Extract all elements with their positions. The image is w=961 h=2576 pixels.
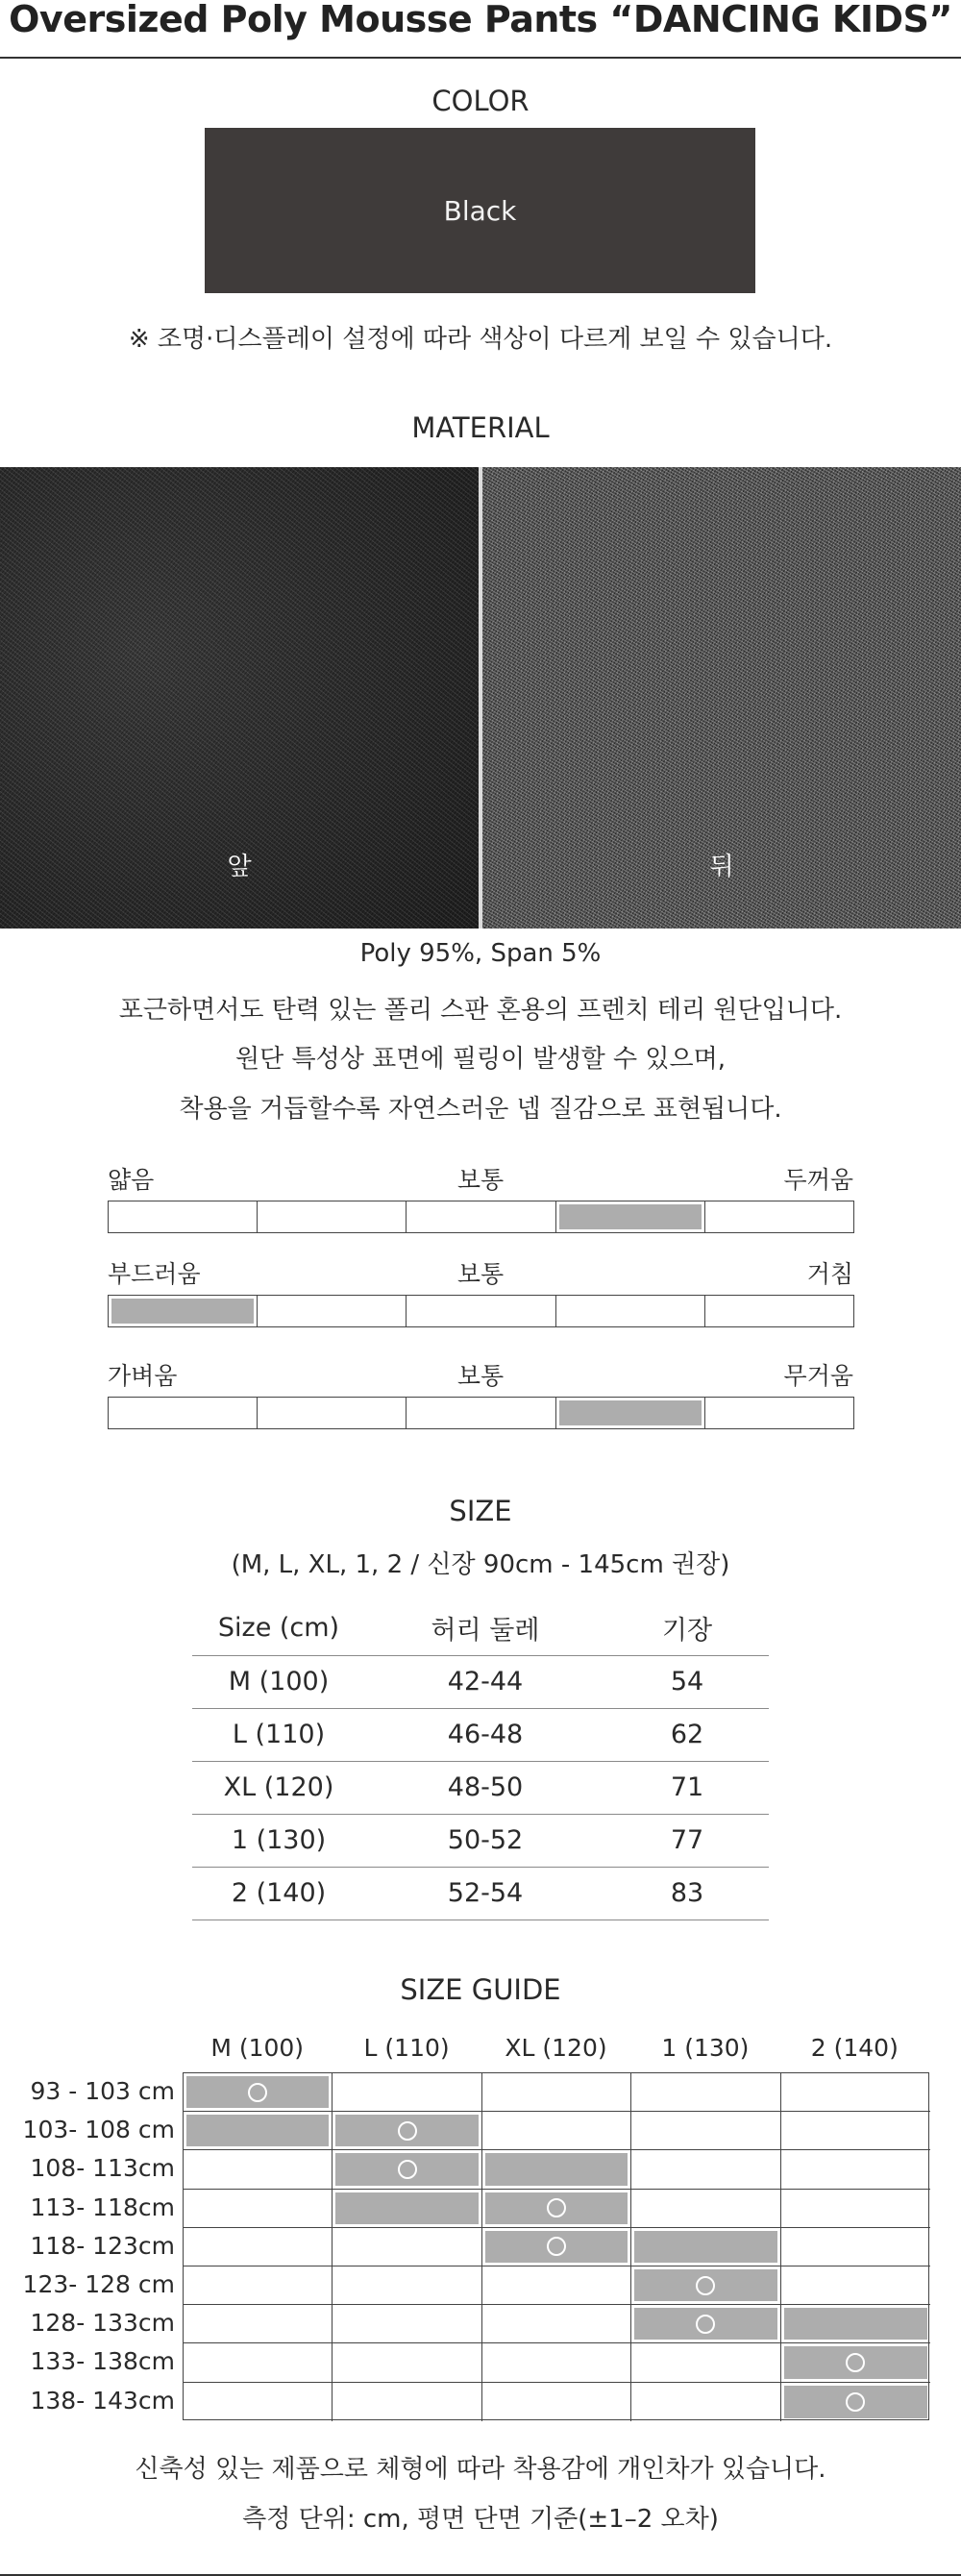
size-guide-cell bbox=[631, 2228, 780, 2266]
size-table bbox=[192, 1600, 769, 1920]
size-guide-column-header: L (110) bbox=[363, 2034, 450, 2062]
recommended-circle-icon bbox=[248, 2083, 267, 2102]
size-guide-cell bbox=[184, 2112, 333, 2150]
size-header-length: 기장 bbox=[605, 1600, 769, 1655]
size-guide-cell bbox=[781, 2266, 930, 2305]
size-guide-column-header: XL (120) bbox=[505, 2034, 607, 2062]
waist-cell: 46-48 bbox=[365, 1708, 605, 1761]
scale-cell bbox=[407, 1296, 555, 1326]
size-cell: XL (120) bbox=[192, 1761, 365, 1814]
size-guide-cell bbox=[781, 2383, 930, 2421]
size-guide-cell bbox=[482, 2228, 631, 2266]
size-guide-cell bbox=[781, 2343, 930, 2382]
size-guide-cell bbox=[482, 2150, 631, 2189]
size-guide-cell bbox=[631, 2305, 780, 2343]
size-guide-cell bbox=[482, 2343, 631, 2382]
size-cell: 1 (130) bbox=[192, 1814, 365, 1867]
material-section-title: MATERIAL bbox=[411, 411, 550, 444]
material-description-line: 착용을 거듭할수록 자연스러운 넵 질감으로 표현됩니다. bbox=[179, 1095, 782, 1124]
recommended-circle-icon bbox=[547, 2198, 566, 2217]
scale-cell bbox=[407, 1398, 555, 1428]
size-guide-cell bbox=[482, 2112, 631, 2150]
title-divider bbox=[0, 57, 961, 59]
table-row bbox=[192, 1761, 769, 1814]
size-guide-column-header: 1 (130) bbox=[661, 2034, 750, 2062]
length-cell: 62 bbox=[605, 1708, 769, 1761]
recommended-circle-icon bbox=[696, 2276, 715, 2295]
size-guide-row-label: 118- 123cm bbox=[30, 2231, 175, 2260]
size-guide-cell bbox=[184, 2305, 333, 2343]
size-guide-cell bbox=[333, 2228, 481, 2266]
size-guide-cell bbox=[184, 2150, 333, 2189]
fabric-back-label: 뒤 bbox=[709, 853, 734, 881]
material-composition: Poly 95%, Span 5% bbox=[359, 939, 602, 968]
material-description-line: 포근하면서도 탄력 있는 폴리 스판 혼용의 프렌치 테리 원단입니다. bbox=[118, 996, 843, 1025]
length-cell: 54 bbox=[605, 1655, 769, 1708]
size-guide-cell bbox=[631, 2190, 780, 2228]
table-row bbox=[192, 1708, 769, 1761]
size-cell: 2 (140) bbox=[192, 1867, 365, 1920]
scale-cell bbox=[258, 1201, 407, 1232]
size-section-title: SIZE bbox=[449, 1495, 512, 1527]
size-guide-cell bbox=[333, 2305, 481, 2343]
scale-cell bbox=[556, 1201, 705, 1232]
fabric-back-photo bbox=[482, 467, 961, 929]
scale-cell bbox=[705, 1398, 853, 1428]
size-guide-cell bbox=[631, 2150, 780, 2189]
size-guide-row-label: 128- 133cm bbox=[30, 2309, 175, 2338]
size-guide-grid bbox=[183, 2072, 929, 2420]
size-guide-cell bbox=[482, 2073, 631, 2112]
size-guide-note: 측정 단위: cm, 평면 단면 기준(±1–2 오차) bbox=[242, 2505, 719, 2534]
scale-right-label: 무거움 bbox=[783, 1362, 853, 1390]
size-guide-cell bbox=[184, 2266, 333, 2305]
size-cell: M (100) bbox=[192, 1655, 365, 1708]
scale-cell bbox=[705, 1296, 853, 1326]
size-guide-row-label: 108- 113cm bbox=[30, 2154, 175, 2183]
fabric-front-photo bbox=[0, 467, 479, 929]
size-guide-cell bbox=[333, 2112, 481, 2150]
fabric-front-label: 앞 bbox=[227, 853, 252, 881]
scale-right-label: 거침 bbox=[806, 1260, 853, 1288]
product-title: Oversized Poly Mousse Pants “DANCING KIDS” bbox=[9, 0, 952, 40]
color-swatch bbox=[205, 128, 755, 293]
scale-cell bbox=[109, 1296, 258, 1326]
size-guide-column-header: 2 (140) bbox=[810, 2034, 899, 2062]
scale-right-label: 두꺼움 bbox=[783, 1166, 853, 1194]
size-guide-cell bbox=[781, 2228, 930, 2266]
size-guide-cell bbox=[631, 2112, 780, 2150]
scale-middle-label: 보통 bbox=[456, 1166, 505, 1194]
material-description-line: 원단 특성상 표면에 필링이 발생할 수 있으며, bbox=[235, 1045, 726, 1074]
size-guide-cell bbox=[184, 2343, 333, 2382]
length-cell: 83 bbox=[605, 1867, 769, 1920]
size-guide-cell bbox=[184, 2190, 333, 2228]
size-guide-cell bbox=[781, 2150, 930, 2189]
table-row bbox=[192, 1655, 769, 1708]
size-guide-cell bbox=[184, 2228, 333, 2266]
size-guide-column-header: M (100) bbox=[210, 2034, 305, 2062]
thickness-scale-bar bbox=[108, 1201, 854, 1233]
recommended-circle-icon bbox=[398, 2160, 417, 2179]
color-section-title: COLOR bbox=[431, 85, 530, 117]
size-guide-cell bbox=[482, 2266, 631, 2305]
size-guide-row-label: 138- 143cm bbox=[30, 2386, 175, 2415]
length-cell: 77 bbox=[605, 1814, 769, 1867]
size-guide-cell bbox=[482, 2305, 631, 2343]
size-guide-row-label: 123- 128 cm bbox=[22, 2270, 175, 2298]
size-guide-cell bbox=[333, 2150, 481, 2189]
size-guide-cell bbox=[631, 2383, 780, 2421]
thickness-scale-labels bbox=[108, 1161, 853, 1194]
scale-middle-label: 보통 bbox=[456, 1260, 505, 1288]
waist-cell: 50-52 bbox=[365, 1814, 605, 1867]
size-guide-cell bbox=[333, 2266, 481, 2305]
size-guide-cell bbox=[184, 2073, 333, 2112]
scale-left-label: 부드러움 bbox=[108, 1260, 201, 1288]
waist-cell: 48-50 bbox=[365, 1761, 605, 1814]
scale-left-label: 가벼움 bbox=[108, 1362, 178, 1390]
size-guide-cell bbox=[184, 2383, 333, 2421]
scale-cell bbox=[258, 1296, 407, 1326]
waist-cell: 52-54 bbox=[365, 1867, 605, 1920]
color-note: ※ 조명·디스플레이 설정에 따라 색상이 다르게 보일 수 있습니다. bbox=[128, 325, 833, 354]
size-subtitle: (M, L, XL, 1, 2 / 신장 90cm - 145cm 권장) bbox=[231, 1550, 730, 1579]
softness-scale-bar bbox=[108, 1295, 854, 1327]
scale-cell bbox=[109, 1201, 258, 1232]
size-guide-row-label: 93 - 103 cm bbox=[30, 2077, 175, 2105]
recommended-circle-icon bbox=[398, 2121, 417, 2141]
size-guide-row-label: 133- 138cm bbox=[30, 2347, 175, 2376]
size-guide-cell bbox=[781, 2112, 930, 2150]
scale-cell bbox=[705, 1201, 853, 1232]
size-cell: L (110) bbox=[192, 1708, 365, 1761]
scale-middle-label: 보통 bbox=[456, 1362, 505, 1390]
scale-cell bbox=[258, 1398, 407, 1428]
size-guide-cell bbox=[631, 2343, 780, 2382]
size-guide-cell bbox=[482, 2383, 631, 2421]
size-guide-cell bbox=[333, 2383, 481, 2421]
size-guide-cell bbox=[781, 2190, 930, 2228]
recommended-circle-icon bbox=[846, 2392, 865, 2412]
size-guide-row-label: 113- 118cm bbox=[30, 2192, 175, 2221]
recommended-circle-icon bbox=[846, 2353, 865, 2372]
recommended-circle-icon bbox=[696, 2315, 715, 2334]
color-swatch-label: Black bbox=[443, 194, 517, 227]
size-guide-cell bbox=[482, 2190, 631, 2228]
size-guide-cell bbox=[333, 2190, 481, 2228]
scale-cell bbox=[407, 1201, 555, 1232]
size-table-header bbox=[192, 1600, 769, 1655]
size-guide-cell bbox=[781, 2305, 930, 2343]
size-guide-section-title: SIZE GUIDE bbox=[400, 1973, 561, 2006]
size-guide-note: 신축성 있는 제품으로 체형에 따라 착용감에 개인차가 있습니다. bbox=[135, 2455, 826, 2484]
size-guide-cell bbox=[333, 2073, 481, 2112]
size-guide-cell bbox=[781, 2073, 930, 2112]
length-cell: 71 bbox=[605, 1761, 769, 1814]
waist-cell: 42-44 bbox=[365, 1655, 605, 1708]
table-row bbox=[192, 1814, 769, 1867]
weight-scale-labels bbox=[108, 1357, 853, 1390]
table-row bbox=[192, 1867, 769, 1920]
scale-cell bbox=[556, 1296, 705, 1326]
scale-cell bbox=[556, 1398, 705, 1428]
recommended-circle-icon bbox=[547, 2237, 566, 2256]
softness-scale-labels bbox=[108, 1255, 853, 1288]
size-guide-cell bbox=[631, 2073, 780, 2112]
size-header-waist: 허리 둘레 bbox=[365, 1600, 605, 1655]
weight-scale-bar bbox=[108, 1397, 854, 1429]
size-header-size: Size (cm) bbox=[192, 1600, 365, 1655]
scale-left-label: 얇음 bbox=[108, 1166, 155, 1194]
size-guide-cell bbox=[631, 2266, 780, 2305]
scale-cell bbox=[109, 1398, 258, 1428]
size-guide-row-label: 103- 108 cm bbox=[22, 2116, 175, 2144]
size-guide-cell bbox=[333, 2343, 481, 2382]
